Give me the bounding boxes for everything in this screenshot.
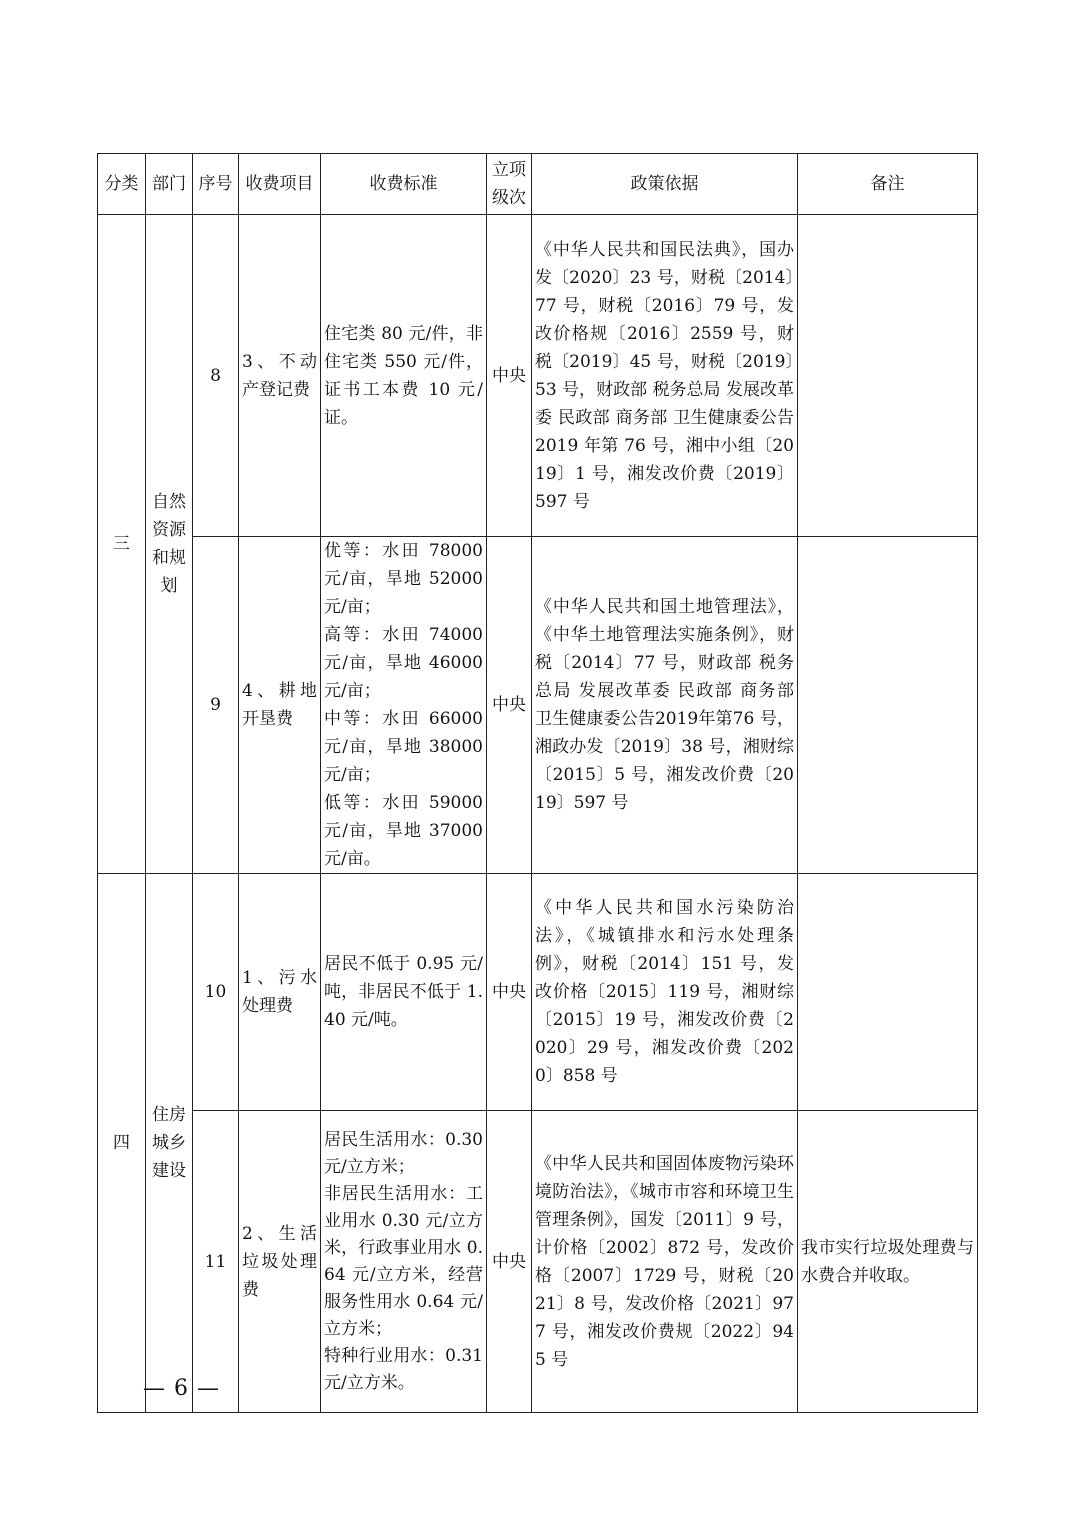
- table-header-row: [98, 154, 978, 215]
- policy-cell: 《中华人民共和国民法典》，国办发〔2020〕23 号，财税〔2014〕77 号，财税〔2016〕79 号，发改价格规〔2016〕2559 号，财税〔2019〕45 号，财税〔2019〕53 号，财政部 税务总局 发展改革委 民政部 商务部 卫生健康委公告 2019 年第 76 号，湘中小组〔2019〕1 号，湘发改价费〔2019〕597 号: [532, 215, 798, 537]
- table-row: [98, 874, 978, 1111]
- seq-cell: 10: [193, 874, 239, 1111]
- table-row: [98, 537, 978, 874]
- remark-cell: [798, 874, 978, 1111]
- category-cell: 四: [98, 874, 146, 1413]
- category-cell: 三: [98, 215, 146, 874]
- remark-cell: 我市实行垃圾处理费与水费合并收取。: [798, 1111, 978, 1413]
- policy-cell: 《中华人民共和国固体废物污染环境防治法》，《城市市容和环境卫生管理条例》，国发〔2011〕9 号，计价格〔2002〕872 号，发改价格〔2007〕1729 号，财税〔2021〕8 号，发改价格〔2021〕977 号，湘发改价费规〔2022〕945 号: [532, 1111, 798, 1413]
- table-row: [98, 1111, 978, 1413]
- item-cell: 1、污水处理费: [239, 874, 321, 1111]
- standard-line: 低等：水田 59000 元/亩，旱地 37000 元/亩。: [324, 793, 483, 869]
- page-number: — 6 —: [143, 1376, 220, 1401]
- level-cell: 中央: [487, 874, 532, 1111]
- seq-cell: 9: [193, 537, 239, 874]
- standard-cell: [321, 1111, 487, 1413]
- header-category: 分类: [98, 154, 146, 215]
- standard-line: 特种行业用水：0.31 元/立方米。: [324, 1345, 483, 1393]
- level-cell: 中央: [487, 1111, 532, 1413]
- item-cell: 4、耕地开垦费: [239, 537, 321, 874]
- standard-line: 住宅类 80 元/件，非住宅类 550 元/件，证书工本费 10 元/证。: [324, 323, 483, 428]
- level-cell: 中央: [487, 215, 532, 537]
- department-cell: 自然资源和规划: [146, 215, 193, 874]
- header-item: 收费项目: [239, 154, 321, 215]
- standard-cell: [321, 874, 487, 1111]
- header-remark: 备注: [798, 154, 978, 215]
- header-department: 部门: [146, 154, 193, 215]
- standard-line: 非居民生活用水：工业用水 0.30 元/立方米，行政事业用水 0.64 元/立方米，经营服务性用水 0.64 元/立方米；: [324, 1183, 483, 1339]
- standard-line: 优等：水田 78000 元/亩，旱地 52000 元/亩；: [324, 541, 483, 617]
- remark-cell: [798, 215, 978, 537]
- header-level: 立项级次: [487, 154, 532, 215]
- header-standard: 收费标准: [321, 154, 487, 215]
- standard-cell: [321, 537, 487, 874]
- fee-table: [97, 153, 978, 1413]
- header-seq: 序号: [193, 154, 239, 215]
- standard-line: 中等：水田 66000 元/亩，旱地 38000 元/亩；: [324, 709, 483, 785]
- standard-cell: [321, 215, 487, 537]
- policy-cell: 《中华人民共和国土地管理法》，《中华土地管理法实施条例》，财税〔2014〕77 号，财政部 税务总局 发展改革委 民政部 商务部 卫生健康委公告2019年第76 号，湘政办发〔2019〕38 号，湘财综〔2015〕5 号，湘发改价费〔2019〕597 号: [532, 537, 798, 874]
- header-policy: 政策依据: [532, 154, 798, 215]
- standard-line: 居民生活用水：0.30 元/立方米；: [324, 1129, 483, 1177]
- seq-cell: 11: [193, 1111, 239, 1413]
- seq-cell: 8: [193, 215, 239, 537]
- policy-cell: 《中华人民共和国水污染防治法》，《城镇排水和污水处理条例》，财税〔2014〕151 号，发改价格〔2015〕119 号，湘财综〔2015〕19 号，湘发改价费〔2020〕29 号，湘发改价费〔2020〕858 号: [532, 874, 798, 1111]
- item-cell: 2、生活垃圾处理费: [239, 1111, 321, 1413]
- department-cell: 住房城乡建设: [146, 874, 193, 1413]
- remark-cell: [798, 537, 978, 874]
- standard-line: 居民不低于 0.95 元/吨，非居民不低于 1.40 元/吨。: [324, 954, 483, 1030]
- level-cell: 中央: [487, 537, 532, 874]
- standard-line: 高等：水田 74000 元/亩，旱地 46000 元/亩；: [324, 625, 483, 701]
- table-row: [98, 215, 978, 537]
- item-cell: 3、不动产登记费: [239, 215, 321, 537]
